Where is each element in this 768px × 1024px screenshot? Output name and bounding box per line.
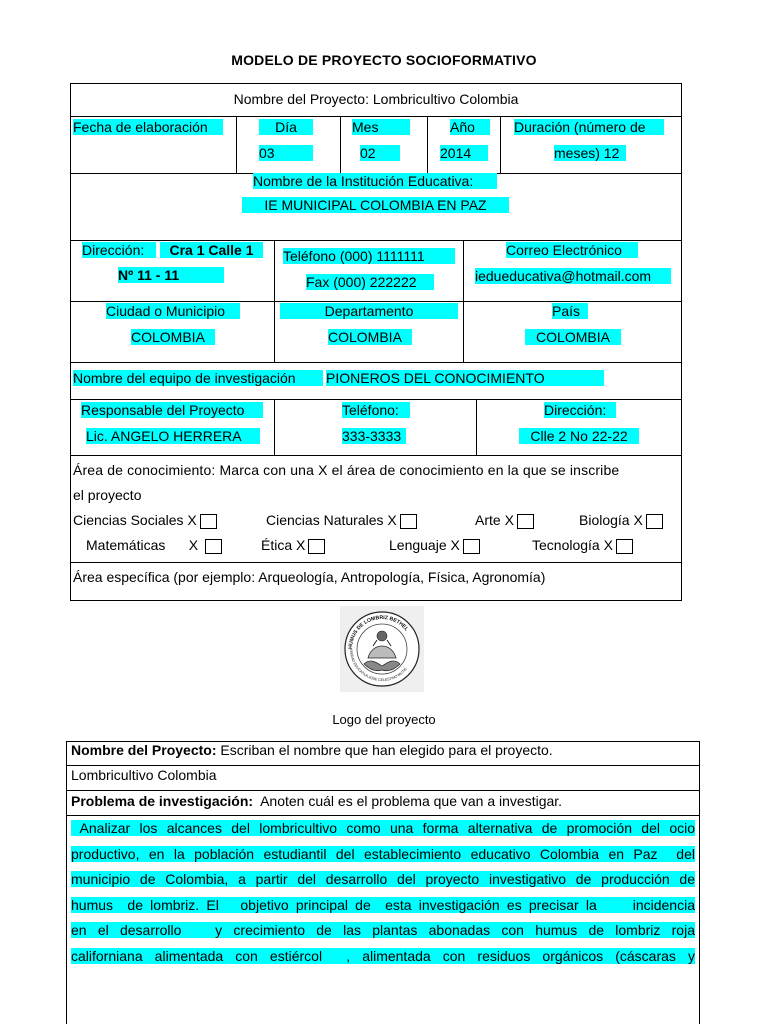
departamento-value: COLOMBIA <box>328 329 412 345</box>
problema-line <box>71 871 695 897</box>
problema-line-text: Analizar los alcances del lombricultivo como una forma alternativa de promoción del ocio <box>71 820 695 836</box>
logo-ring-text-top: HUMUS DE LOMBRIZ BETHEL <box>347 614 410 650</box>
option-tecnologia[interactable] <box>532 537 633 554</box>
responsable-direccion-value: Clle 2 No 22-22 <box>519 428 639 444</box>
fax-value: Fax (000) 222222 <box>306 274 434 290</box>
problema-line <box>71 846 695 872</box>
direccion-label: Dirección: <box>82 242 156 258</box>
team-label: Nombre del equipo de investigación <box>73 370 323 386</box>
fecha-label: Fecha de elaboración <box>73 119 223 135</box>
option-ciencias-sociales[interactable] <box>73 512 217 529</box>
problema-text <box>71 820 695 973</box>
mes-value: 02 <box>360 145 400 161</box>
option-label: Arte X <box>475 512 514 528</box>
option-label: Biología X <box>579 512 643 528</box>
problema-line-text: californiana alimentada con estiércol , alimentada con residuos orgánicos (cáscaras y <box>71 947 695 964</box>
problema-line <box>71 897 695 923</box>
checkbox[interactable] <box>463 539 480 554</box>
nombre-row-text <box>71 742 553 758</box>
checkbox[interactable] <box>308 539 325 554</box>
problema-label: Problema de investigación: <box>71 793 254 809</box>
responsable-divider-2 <box>476 399 477 456</box>
problema-row-text <box>71 793 562 809</box>
dates-divider-2 <box>340 116 341 174</box>
project-name-line: Nombre del Proyecto: Lombricultivo Colombia <box>233 91 519 107</box>
logo-caption: Logo del proyecto <box>332 712 436 727</box>
duracion-label-line2: meses) 12 <box>554 145 626 161</box>
correo-label: Correo Electrónico <box>506 242 638 258</box>
anio-label: Año <box>450 119 490 135</box>
mes-label: Mes <box>352 119 410 135</box>
checkbox[interactable] <box>200 514 217 529</box>
contact-divider-2 <box>463 240 464 302</box>
dates-divider-1 <box>236 116 237 174</box>
telefono-value: Teléfono (000) 1111111 <box>283 248 455 264</box>
pais-label: País <box>552 303 588 319</box>
area-especifica: Área específica (por ejemplo: Arqueología, Antropología, Física, Agronomía) <box>73 569 546 585</box>
option-label: Tecnología X <box>532 537 613 553</box>
problema-line-text: municipio de Colombia, a partir del desarrollo del proyecto investigativo de producción de <box>71 871 695 887</box>
team-value: PIONEROS DEL CONOCIMIENTO <box>326 370 604 386</box>
responsable-telefono-value: 333-3333 <box>342 428 406 444</box>
logo-ring-text-bottom: UNIDAD EDUCATIVA JOSE CELESTINO MUTIS <box>348 648 408 683</box>
problema-line-text: humus de lombriz. El objetivo principal de esta investigación es precisar la incidencia <box>71 896 695 913</box>
problema-line <box>71 820 695 846</box>
option-label: Ética X <box>261 537 306 553</box>
checkbox[interactable] <box>616 539 633 554</box>
option-label: Ciencias Sociales X <box>73 512 197 528</box>
pais-value: COLOMBIA <box>525 329 621 345</box>
dates-divider-4 <box>500 116 501 174</box>
direccion-value-1: Cra 1 Calle 1 <box>160 242 263 258</box>
problema-hint: Anoten cuál es el problema que van a investigar. <box>253 793 563 809</box>
checkbox[interactable] <box>400 514 417 529</box>
location-divider-2 <box>463 301 464 363</box>
option-label: Matemáticas X <box>86 537 199 553</box>
problema-line <box>71 922 695 948</box>
contact-divider-1 <box>274 240 275 302</box>
checkbox[interactable] <box>646 514 663 529</box>
responsable-direccion-label: Dirección: <box>544 402 616 418</box>
problema-line-text: productivo, en la población estudiantil del establecimiento educativo Colombia en Paz del <box>71 845 695 862</box>
dia-label: Día <box>259 119 313 135</box>
institution-label: Nombre de la Institución Educativa: <box>253 173 497 189</box>
responsable-telefono-label: Teléfono: <box>342 402 410 418</box>
option-arte[interactable] <box>475 512 534 529</box>
option-lenguaje[interactable] <box>389 537 480 554</box>
option-label: Ciencias Naturales X <box>266 512 397 528</box>
responsable-label: Responsable del Proyecto <box>81 402 263 418</box>
problema-line <box>71 948 695 974</box>
correo-value: iedueducativa@hotmail.com <box>475 268 671 284</box>
dates-divider-3 <box>427 116 428 174</box>
nombre-label: Nombre del Proyecto: <box>71 742 217 758</box>
document-title: MODELO DE PROYECTO SOCIOFORMATIVO <box>231 52 537 68</box>
area-instruction-line1: Área de conocimiento: Marca con una X el área de conocimiento en la que se inscribe <box>73 462 620 478</box>
duracion-label-line1: Duración (número de <box>514 119 664 135</box>
departamento-label: Departamento <box>280 303 458 319</box>
nombre-value: Lombricultivo Colombia <box>71 767 217 783</box>
anio-value: 2014 <box>440 145 488 161</box>
nombre-hint: Escriban el nombre que han elegido para el proyecto. <box>216 742 553 758</box>
responsable-divider-1 <box>274 399 275 456</box>
ciudad-label: Ciudad o Municipio <box>106 303 240 319</box>
option-ciencias-naturales[interactable] <box>266 512 417 529</box>
area-instruction-line2: el proyecto <box>73 487 142 503</box>
option-label: Lenguaje X <box>389 537 460 553</box>
location-divider-1 <box>274 301 275 363</box>
option-etica[interactable] <box>261 537 325 554</box>
option-matematicas[interactable] <box>86 537 222 554</box>
project-logo <box>340 606 424 692</box>
problema-line-text: en el desarrollo y crecimiento de las plantas abonadas con humus de lombriz roja <box>71 922 695 938</box>
checkbox[interactable] <box>205 539 222 554</box>
logo-graphic <box>340 606 424 692</box>
direccion-value-2: Nº 11 - 11 <box>118 267 224 283</box>
checkbox[interactable] <box>517 514 534 529</box>
dia-value: 03 <box>259 145 313 161</box>
ciudad-value: COLOMBIA <box>131 329 215 345</box>
option-biologia[interactable] <box>579 512 663 529</box>
responsable-value: Lic. ANGELO HERRERA <box>86 428 260 444</box>
institution-value: IE MUNICIPAL COLOMBIA EN PAZ <box>242 197 509 213</box>
